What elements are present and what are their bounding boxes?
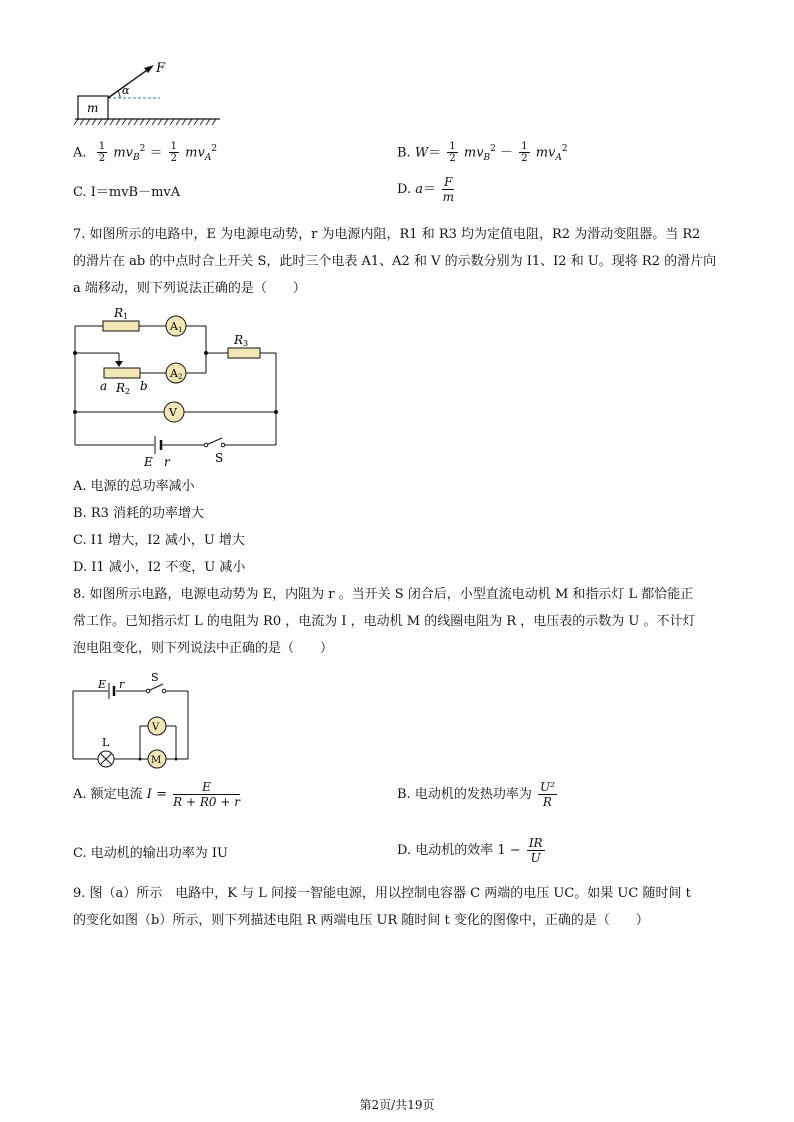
q7-stem-line2: 的滑片在 ab 的中点时合上开关 S，此时三个电表 A1、A2 和 V 的示数分别为 I1、I2 和 U。现将 R2 的滑片向 (73, 254, 717, 269)
svg-text:E: E (98, 678, 107, 691)
q8-option-b[interactable]: B. 电动机的发热功率为 $\frac{\text{U²}}{R}$ (397, 780, 555, 809)
q6-option-a[interactable]: A. $\frac{1}{2}$ $mv_B^2$ ＝ $\frac{1}{2}$ $mv_A^2$ (73, 141, 218, 165)
q7-stem-line1: 7. 如图所示的电路中，E 为电源电动势，r 为电源内阻，R1 和 R3 均为定值电阻，R2 为滑动变阻器。当 R2 (73, 227, 701, 242)
svg-text:2: 2 (178, 373, 183, 381)
q8-stem-line2: 常工作。已知指示灯 L 的电阻为 R0 ，电流为 I ，电动机 M 的线圈电阻为 R ，电压表的示数为 U 。不计灯 (73, 614, 696, 629)
svg-text:V: V (169, 406, 177, 419)
svg-text:r: r (164, 455, 170, 469)
svg-text:R: R (234, 333, 244, 347)
svg-text:b: b (140, 379, 148, 393)
svg-text:M: M (151, 755, 162, 766)
q6-option-d[interactable]: D. a＝ $\frac{F}{m}$ (397, 175, 455, 204)
q7-option-c[interactable]: C. I1 增大，I2 减小，U 增大 (73, 533, 245, 548)
q6-mass-label: m (87, 101, 99, 115)
q7-stem-line3: a 端移动，则下列说法正确的是（ ） (73, 281, 306, 296)
svg-text:S: S (151, 671, 159, 684)
q8-option-d[interactable]: D. 电动机的效率 1 − $\frac{IR}{U}$ (397, 836, 543, 865)
q8-stem-line3: 泡电阻变化，则下列说法中正确的是（ ） (73, 641, 334, 656)
svg-text:r: r (119, 678, 125, 691)
svg-text:E: E (144, 455, 153, 469)
q8-stem-line1: 8. 如图所示电路，电源电动势为 E，内阻为 r 。当开关 S 闭合后，小型直流电动机 M 和指示灯 L 都恰能正 (73, 587, 694, 602)
svg-text:L: L (102, 736, 110, 749)
svg-text:1: 1 (123, 312, 129, 321)
svg-text:a: a (100, 379, 108, 393)
q7-option-a[interactable]: A. 电源的总功率减小 (73, 479, 195, 494)
svg-text:3: 3 (243, 339, 249, 348)
svg-text:S: S (215, 451, 224, 465)
q6-force-label: F (156, 61, 166, 76)
page-number: 第2页/共19页 (359, 1098, 435, 1112)
q7-circuit-diagram (68, 302, 288, 474)
q9-stem-line1: 9. 图（a）所示 电路中，K 与 L 间接一智能电源，用以控制电容器 C 两端的电压 UC。如果 UC 随时间 t (73, 886, 691, 901)
svg-text:A: A (170, 320, 178, 333)
svg-text:R: R (114, 306, 124, 320)
q8-option-c[interactable]: C. 电动机的输出功率为 IU (73, 846, 228, 861)
q6-option-b[interactable]: B. W＝ $\frac{1}{2}$ $mv_B^2$ － $\frac{1}{2}$ $mv_A^2$ (397, 141, 568, 165)
svg-text:A: A (170, 367, 178, 380)
q6-force-figure (70, 58, 230, 130)
q6-angle-label: α (122, 84, 130, 97)
svg-text:2: 2 (125, 387, 131, 396)
q7-option-d[interactable]: D. I1 减小，I2 不变，U 减小 (73, 560, 246, 575)
q7-option-b[interactable]: B. R3 消耗的功率增大 (73, 506, 205, 521)
q9-stem-line2: 的变化如图（b）所示，则下列描述电阻 R 两端电压 UR 随时间 t 变化的图像中，正确的是（ ） (73, 913, 649, 928)
svg-text:R: R (116, 381, 126, 395)
q8-option-a[interactable]: A. 额定电流 I = $\frac{E}{R + R0 + r}$ (73, 780, 240, 809)
q8-circuit-diagram (68, 670, 198, 770)
q6-option-c[interactable]: C. I＝mvB－mvA (73, 185, 181, 200)
svg-text:V: V (152, 722, 160, 733)
svg-text:1: 1 (178, 326, 183, 334)
